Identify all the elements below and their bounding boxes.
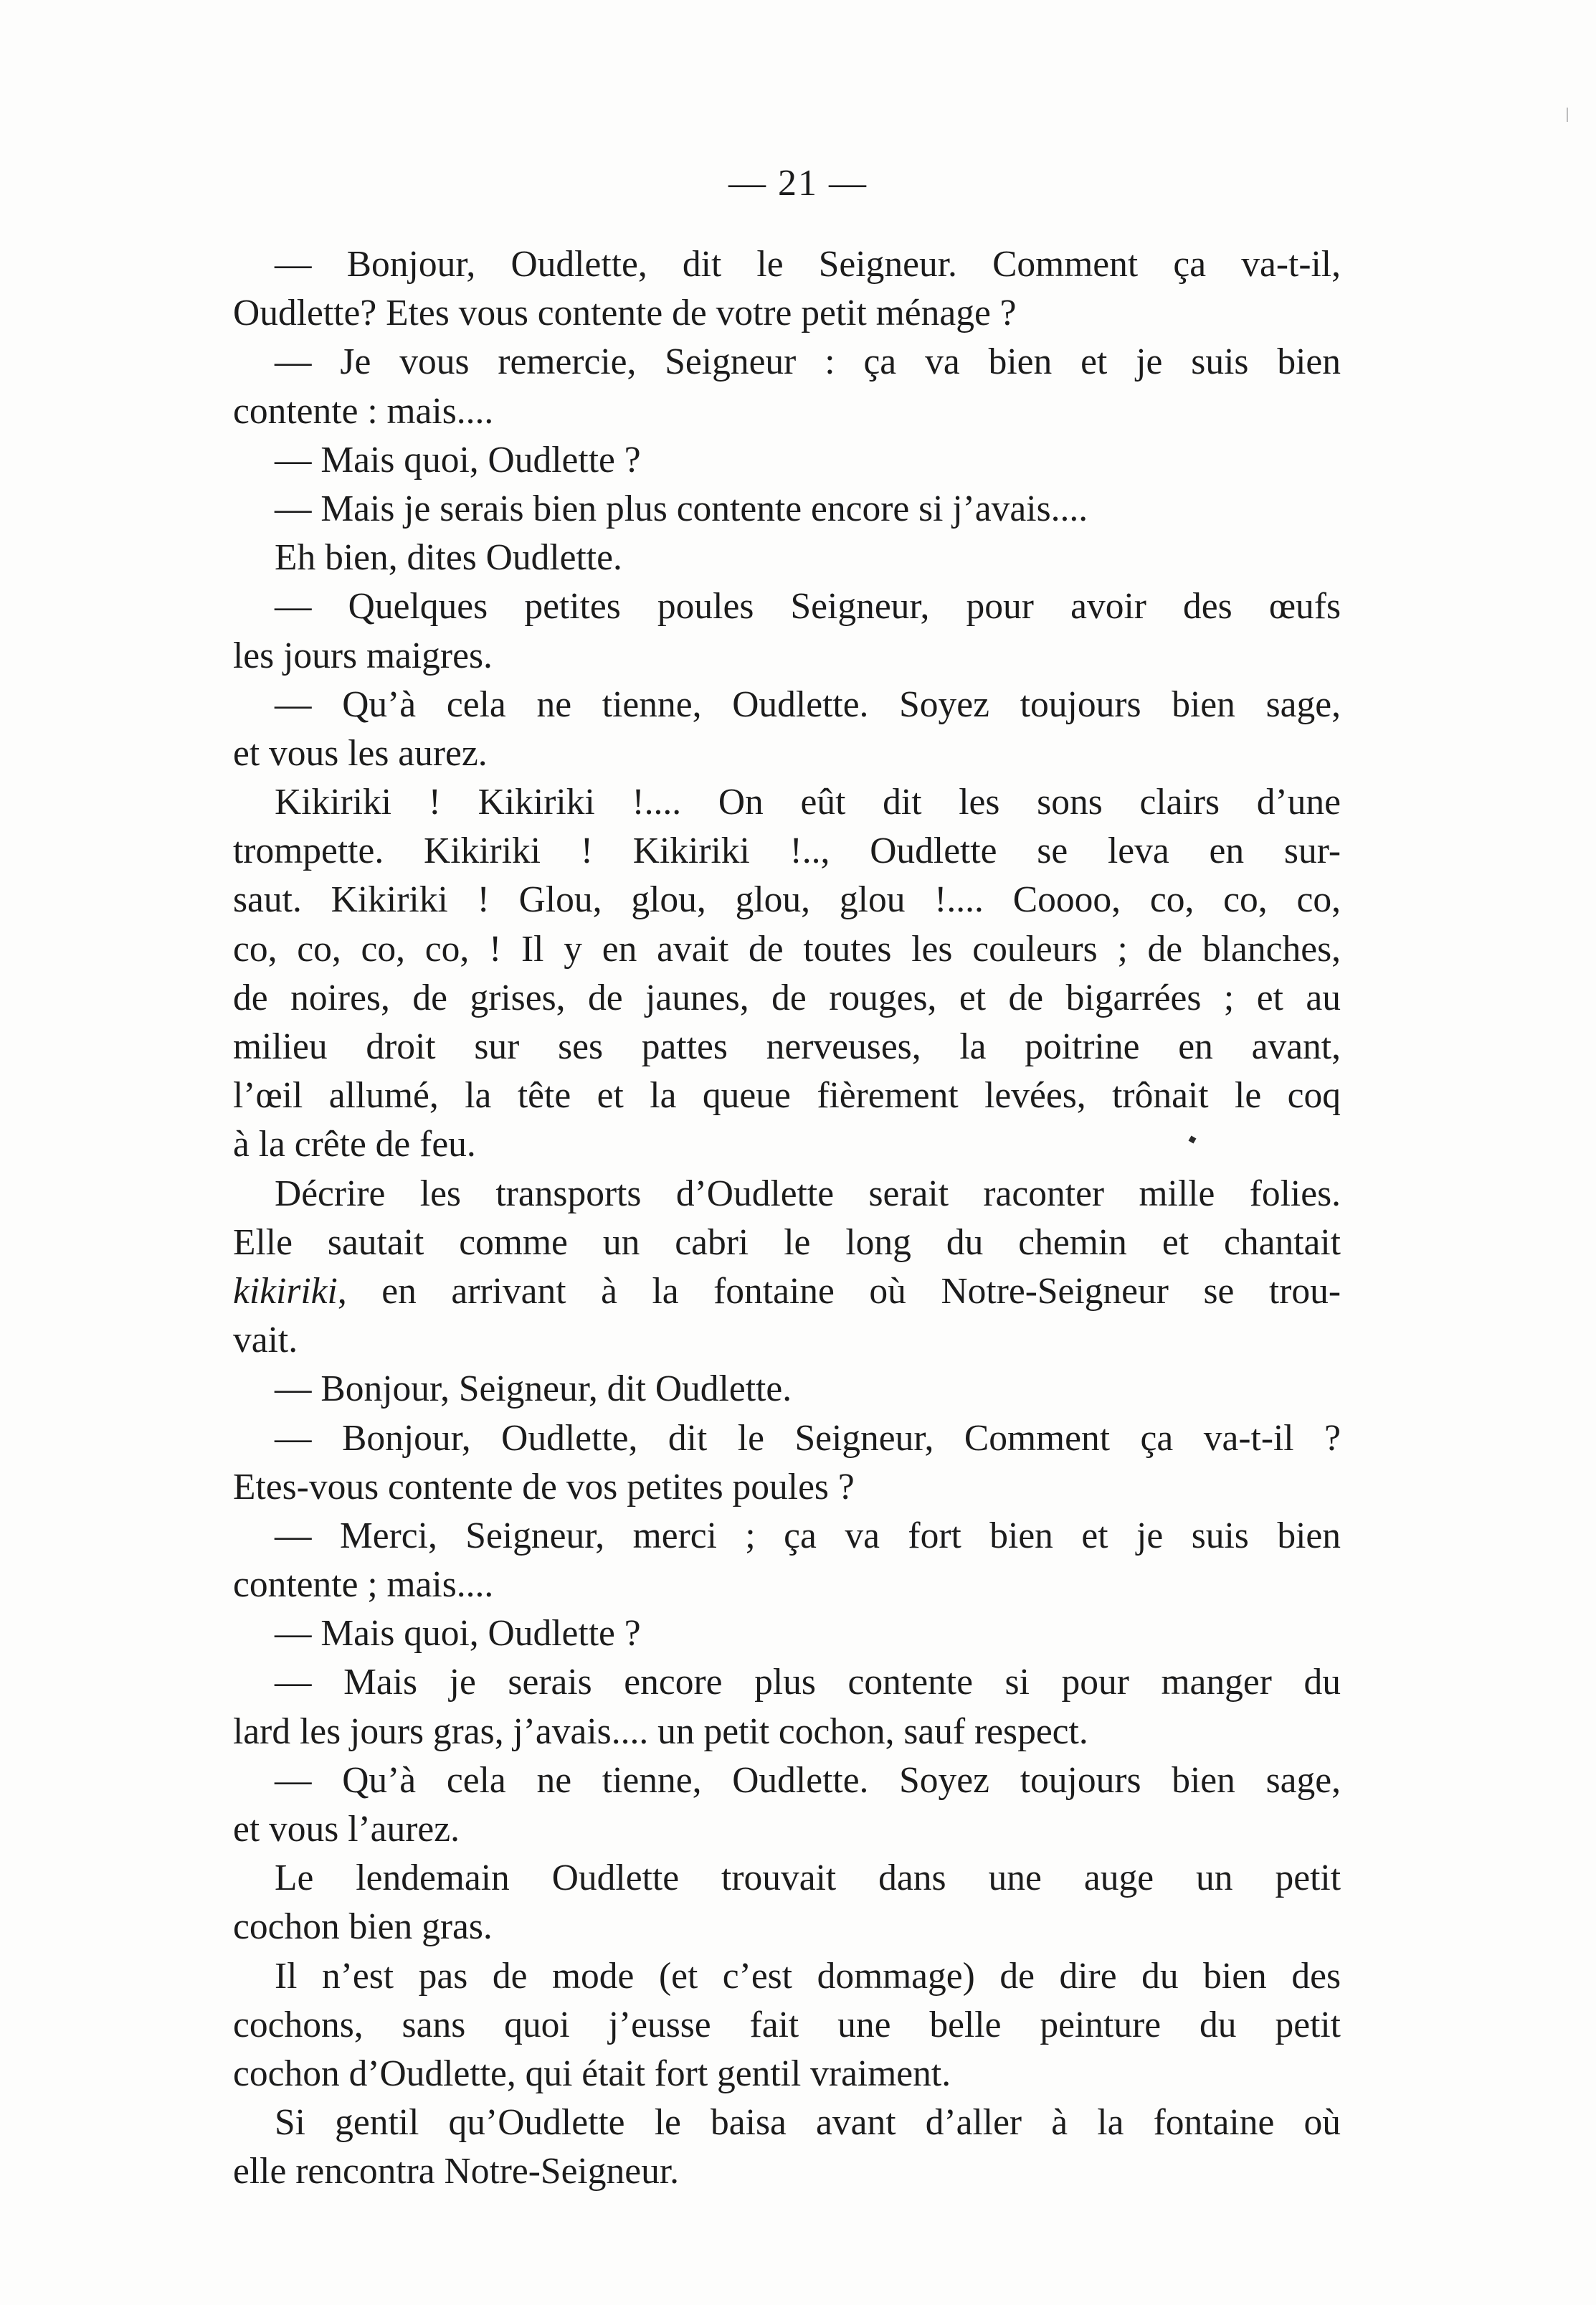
text-line: Elle sautait comme un cabri le long du chemin et chantait xyxy=(233,1221,1341,1263)
text-line: Il n’est pas de mode (et c’est dommage) de dire du bien des xyxy=(275,1955,1341,1997)
text-line: — Mais je serais bien plus contente encore si j’avais.... xyxy=(275,488,1088,529)
text-line: cochons, sans quoi j’eusse fait une belle peinture du petit xyxy=(233,2004,1341,2045)
text-line: Etes-vous contente de vos petites poules ? xyxy=(233,1466,855,1508)
text-line: — Bonjour, Oudlette, dit le Seigneur, Comment ça va-t-il ? xyxy=(275,1417,1341,1459)
text-line: saut. Kikiriki ! Glou, glou, glou, glou !.... Coooo, co, co, co, xyxy=(233,879,1341,921)
text-line: les jours maigres. xyxy=(233,635,493,676)
text-line: kikiriki, en arrivant à la fontaine où Notre-Seigneur se trou- xyxy=(233,1270,1341,1312)
text-line: Oudlette? Etes vous contente de votre petit ménage ? xyxy=(233,293,1017,334)
text-line: co, co, co, co, ! Il y en avait de toutes les couleurs ; de blanches, xyxy=(233,928,1341,970)
text-line: Eh bien, dites Oudlette. xyxy=(275,537,622,579)
text-line: elle rencontra Notre-Seigneur. xyxy=(233,2151,680,2192)
text-line: cochon bien gras. xyxy=(233,1906,493,1948)
edge-mark xyxy=(1567,108,1568,122)
text-line: — Bonjour, Oudlette, dit le Seigneur. Comment ça va-t-il, xyxy=(275,244,1341,285)
text-line: cochon d’Oudlette, qui était fort gentil vraiment. xyxy=(233,2053,951,2094)
text-line: — Quelques petites poules Seigneur, pour avoir des œufs xyxy=(275,586,1341,628)
text-line: Décrire les transports d’Oudlette serait raconter mille folies. xyxy=(275,1173,1341,1214)
text-line: contente ; mais.... xyxy=(233,1564,494,1606)
text-line: trompette. Kikiriki ! Kikiriki !.., Oudlette se leva en sur- xyxy=(233,830,1341,872)
text-line: — Mais quoi, Oudlette ? xyxy=(275,439,641,481)
text-line: — Mais je serais encore plus contente si pour manger du xyxy=(275,1662,1341,1703)
body-text xyxy=(233,240,1341,2197)
text-line: lard les jours gras, j’avais.... un petit cochon, sauf respect. xyxy=(233,1710,1088,1752)
text-line: Si gentil qu’Oudlette le baisa avant d’aller à la fontaine où xyxy=(275,2102,1341,2144)
text-line: — Je vous remercie, Seigneur : ça va bien et je suis bien xyxy=(275,341,1341,383)
text-line: l’œil allumé, la tête et la queue fièrement levées, trônait le coq xyxy=(233,1075,1341,1117)
text-line: contente : mais.... xyxy=(233,390,494,432)
text-line: — Qu’à cela ne tienne, Oudlette. Soyez toujours bien sage, xyxy=(275,683,1341,725)
text-line: — Merci, Seigneur, merci ; ça va fort bien et je suis bien xyxy=(275,1515,1341,1556)
text-line: — Qu’à cela ne tienne, Oudlette. Soyez toujours bien sage, xyxy=(275,1759,1341,1801)
text-line: et vous l’aurez. xyxy=(233,1809,460,1850)
text-line: vait. xyxy=(233,1320,298,1361)
page-number: — 21 — xyxy=(728,163,868,204)
text-line: et vous les aurez. xyxy=(233,732,488,774)
text-line: Le lendemain Oudlette trouvait dans une auge un petit xyxy=(275,1857,1341,1899)
text-line: Kikiriki ! Kikiriki !.... On eût dit les sons clairs d’une xyxy=(275,782,1341,823)
text-line: — Mais quoi, Oudlette ? xyxy=(275,1613,641,1655)
text-line: de noires, de grises, de jaunes, de rouges, et de bigarrées ; et au xyxy=(233,977,1341,1018)
text-line: — Bonjour, Seigneur, dit Oudlette. xyxy=(275,1368,792,1410)
italic-word: kikiriki xyxy=(233,1270,338,1312)
text-line: à la crête de feu. xyxy=(233,1124,476,1165)
text-line: milieu droit sur ses pattes nerveuses, la poitrine en avant, xyxy=(233,1026,1341,1067)
